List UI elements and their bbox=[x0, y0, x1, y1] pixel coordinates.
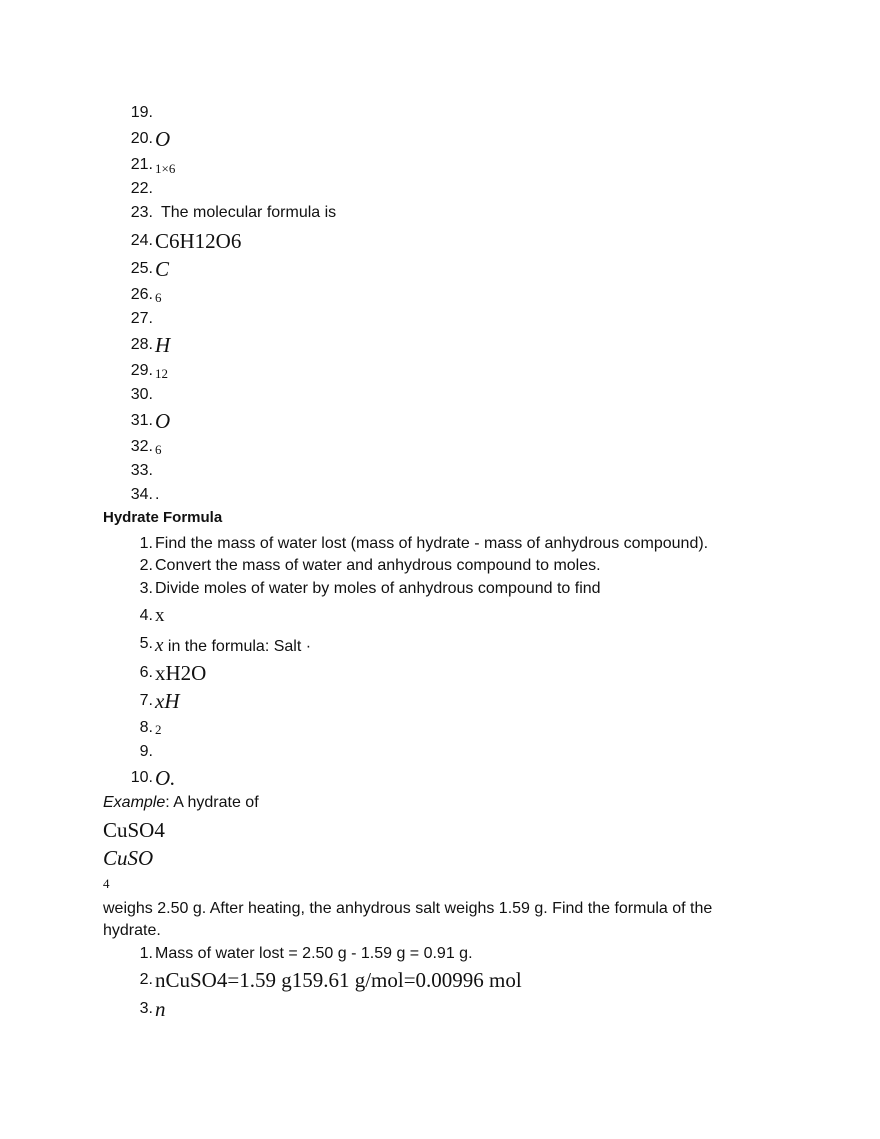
variable-x: x bbox=[155, 635, 164, 656]
moles-equation: nCuSO4=1.59 g159.61 g/mol=0.00996 mol bbox=[155, 968, 522, 992]
list-number: 28. bbox=[130, 336, 153, 353]
molecular-formula: C6H12O6 bbox=[155, 229, 242, 253]
list-item-text: n bbox=[155, 997, 166, 1021]
list-number: 2. bbox=[139, 557, 153, 574]
example-subscript: 4 bbox=[103, 876, 110, 891]
list-number: 9. bbox=[139, 743, 153, 760]
list-item-text: xH bbox=[155, 689, 180, 713]
list-item-text: 1×6 bbox=[155, 161, 176, 176]
list-number: 21. bbox=[130, 156, 153, 173]
list-number: 19. bbox=[130, 104, 153, 121]
list-number: 2. bbox=[139, 971, 153, 988]
example-intro-text: : A hydrate of bbox=[165, 794, 259, 811]
list-number: 22. bbox=[130, 180, 153, 197]
list-item-text: 12 bbox=[155, 366, 168, 381]
list-number: 8. bbox=[139, 719, 153, 736]
list-number: 29. bbox=[130, 362, 153, 379]
list-item-text: Find the mass of water lost (mass of hydrate - mass of anhydrous compound). bbox=[155, 535, 709, 552]
list-number: 31. bbox=[130, 412, 153, 429]
list-number: 3. bbox=[139, 580, 153, 597]
list-number: 30. bbox=[130, 386, 153, 403]
example-body-line: hydrate. bbox=[103, 922, 161, 939]
list-item-text: Divide moles of water by moles of anhydrous compound to find bbox=[155, 580, 601, 597]
list-item-text: . bbox=[155, 486, 160, 503]
list-item-text: 6 bbox=[155, 290, 162, 305]
list-number: 10. bbox=[130, 769, 153, 786]
list-item-text: 6 bbox=[155, 442, 162, 457]
list-number: 33. bbox=[130, 462, 153, 479]
list-item-text: xH2O bbox=[155, 661, 207, 685]
example-formula: CuSO4 bbox=[103, 818, 165, 842]
list-number: 34. bbox=[130, 486, 153, 503]
list-item-text: C bbox=[155, 257, 170, 281]
list-item-text: Mass of water lost = 2.50 g - 1.59 g = 0.91 g. bbox=[155, 945, 473, 962]
list-item-text: O. bbox=[155, 766, 176, 790]
list-item-text: O bbox=[155, 127, 171, 151]
example-body-line: weighs 2.50 g. After heating, the anhydrous salt weighs 1.59 g. Find the formula of the bbox=[103, 900, 713, 917]
list-item-text: The molecular formula is bbox=[161, 204, 337, 221]
list-number: 24. bbox=[130, 232, 153, 249]
list-number: 32. bbox=[130, 438, 153, 455]
list-number: 25. bbox=[130, 260, 153, 277]
section-heading: Hydrate Formula bbox=[103, 509, 223, 526]
list-number: 26. bbox=[130, 286, 153, 303]
list-number: 5. bbox=[139, 635, 153, 652]
list-number: 23. bbox=[130, 204, 153, 221]
list-item-text: H bbox=[155, 333, 171, 357]
list-number: 4. bbox=[139, 607, 153, 624]
list-number: 27. bbox=[130, 310, 153, 327]
list-item-text: O bbox=[155, 409, 171, 433]
list-item-text bbox=[155, 635, 311, 657]
example-label: Example bbox=[103, 794, 166, 811]
list-item-text: 2 bbox=[155, 722, 162, 737]
list-number: 7. bbox=[139, 692, 153, 709]
example-formula-italic: CuSO bbox=[103, 846, 154, 870]
list-item-text: x bbox=[155, 605, 165, 626]
example-intro bbox=[103, 794, 259, 812]
list-item-text: Convert the mass of water and anhydrous compound to moles. bbox=[155, 557, 601, 574]
list-number: 6. bbox=[139, 664, 153, 681]
list-number: 3. bbox=[139, 1000, 153, 1017]
list-number: 1. bbox=[139, 535, 153, 552]
list-number: 1. bbox=[139, 945, 153, 962]
list-item-text-tail: in the formula: Salt · bbox=[163, 638, 312, 655]
list-number: 20. bbox=[130, 130, 153, 147]
